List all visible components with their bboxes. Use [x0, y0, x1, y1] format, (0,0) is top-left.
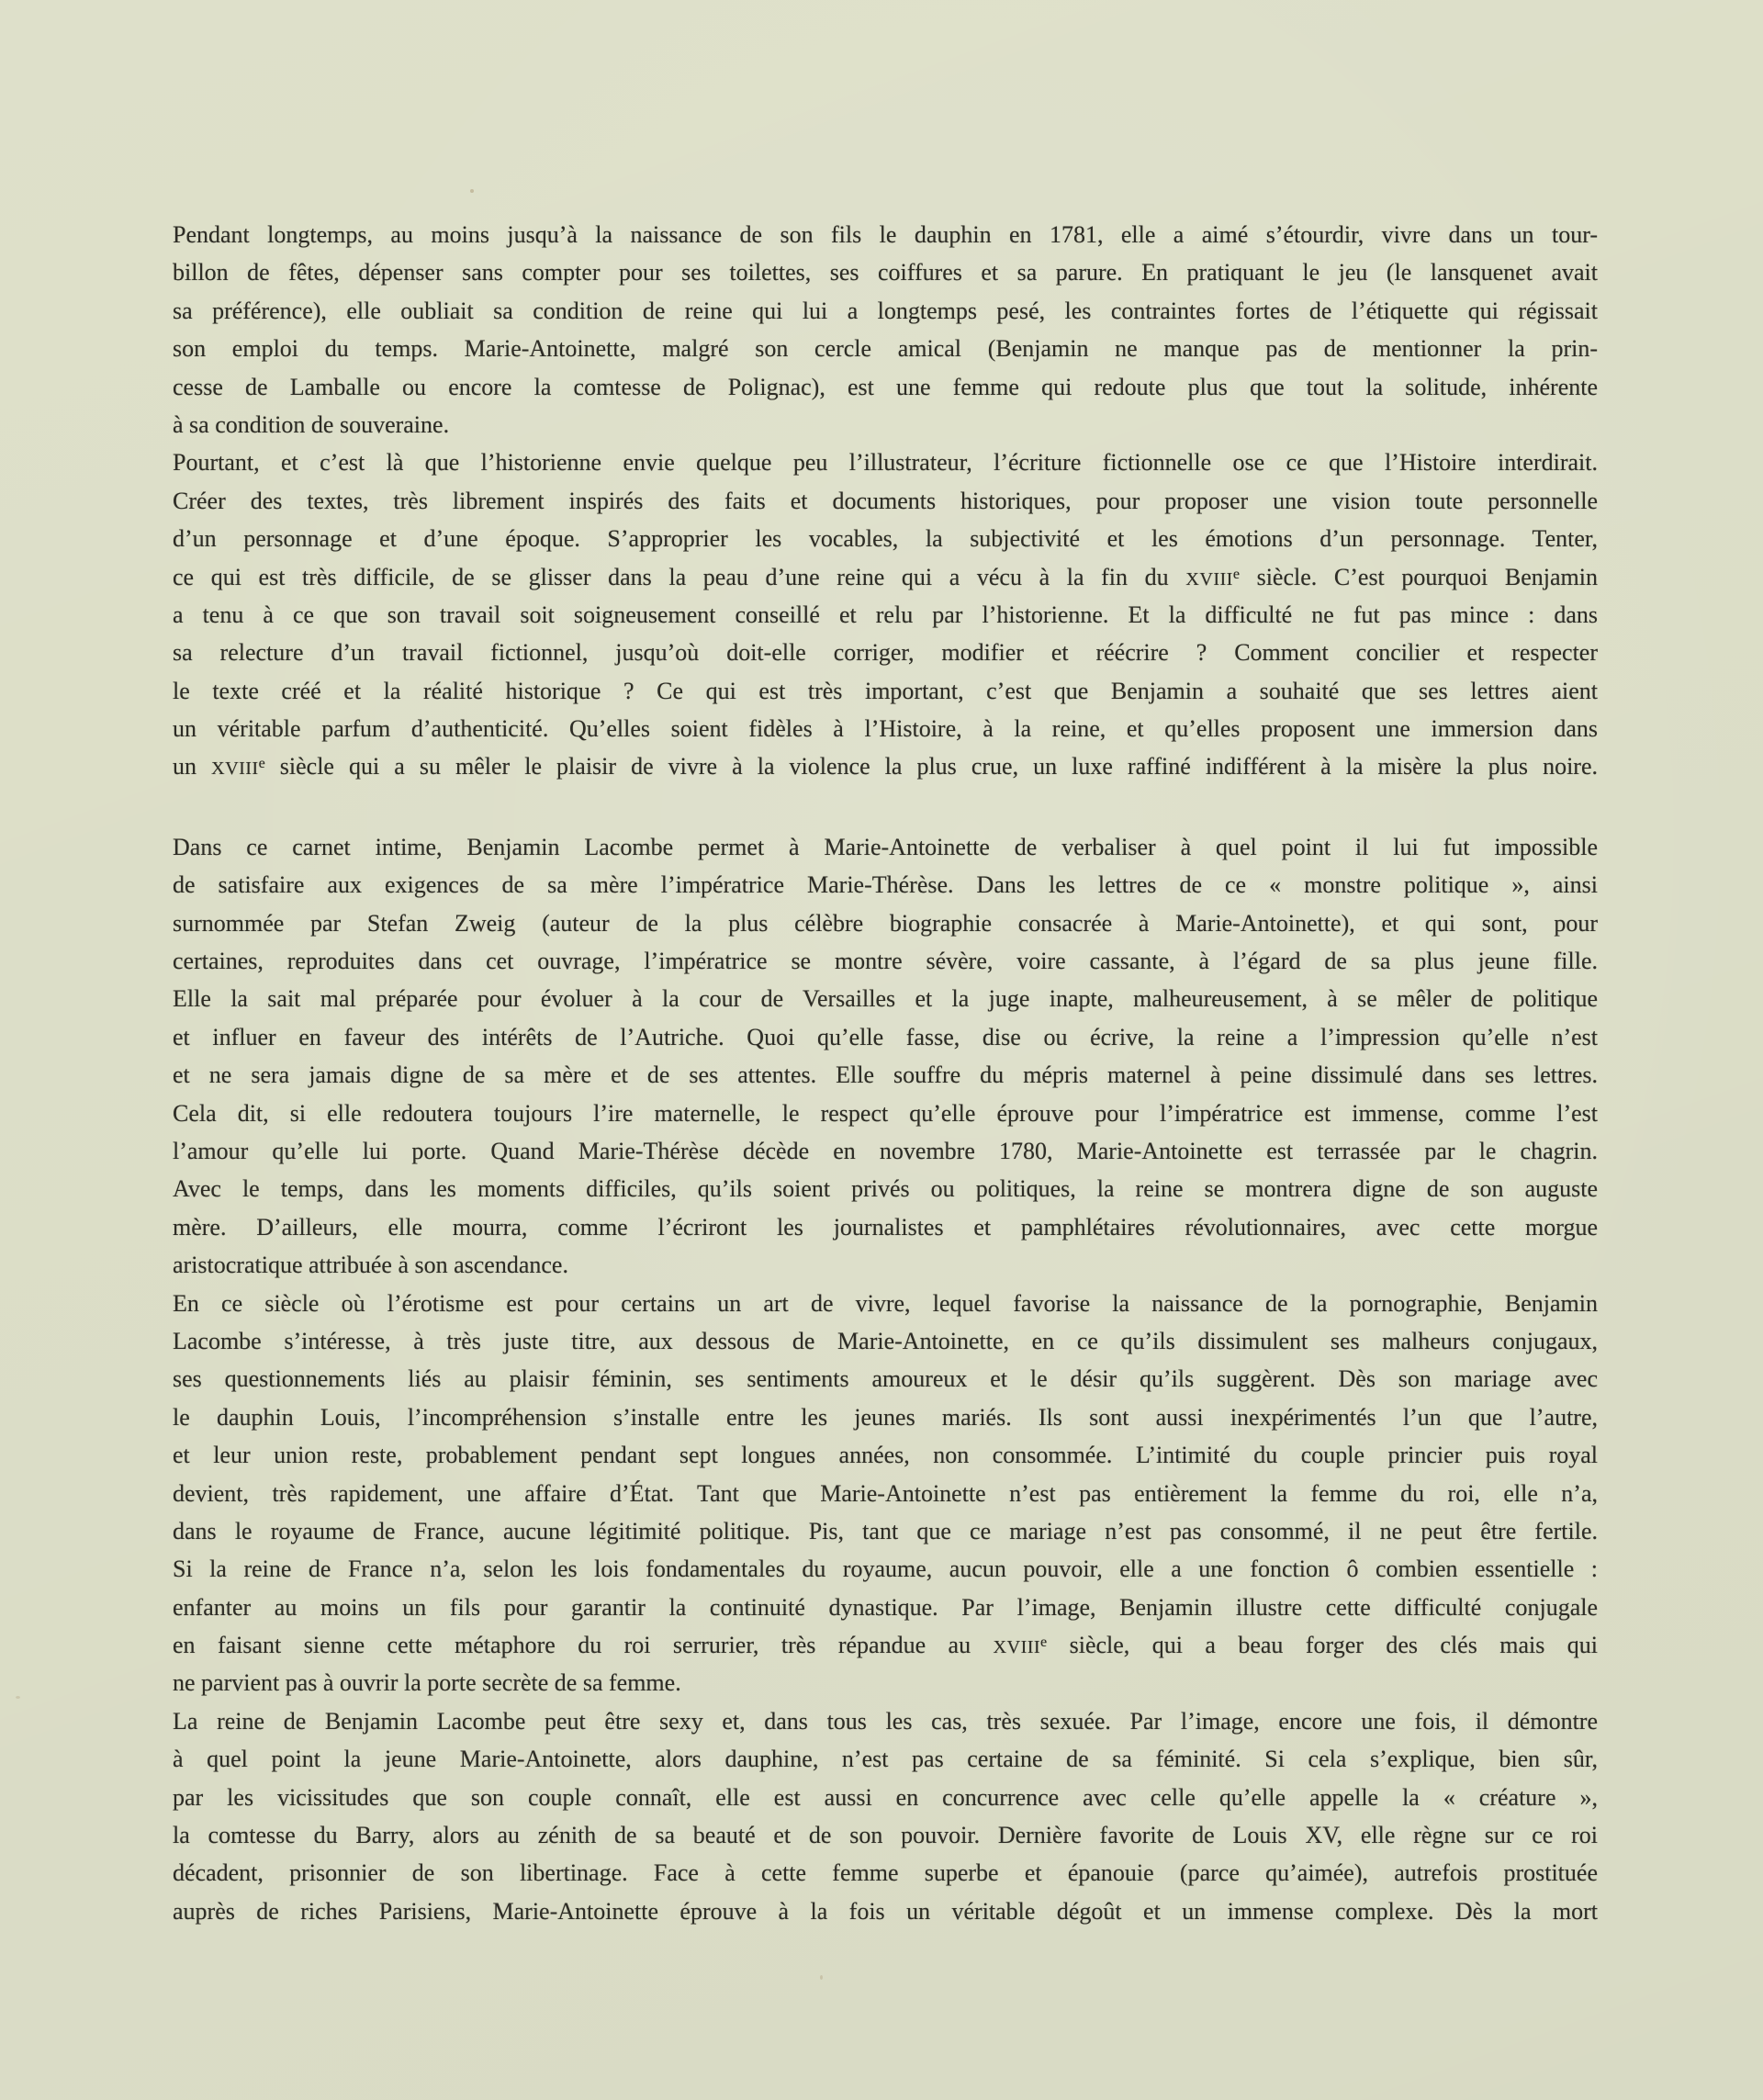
- text-line: Lacombe s’intéresse, à très juste titre, aux dessous de Marie-Antoinette, en ce qu’ils dissimulent ses malheurs conjugaux,: [173, 1327, 1598, 1354]
- text-line: le dauphin Louis, l’incompréhension s’installe entre les jeunes mariés. Ils sont aussi inexpérimentés l’un que l’autre,: [173, 1403, 1598, 1431]
- text-line: à sa condition de souveraine.: [173, 410, 450, 438]
- text-line: un XVIIIe siècle qui a su mêler le plaisir de vivre à la violence la plus crue, un luxe raffiné indifférent à la misère la plus noire.: [173, 753, 1598, 780]
- ordinal-superscript: e: [1232, 566, 1240, 582]
- text-line: à quel point la jeune Marie-Antoinette, alors dauphine, n’est pas certaine de sa féminité. Si cela s’explique, bien sûr,: [173, 1746, 1598, 1773]
- text-line: un véritable parfum d’authenticité. Qu’elles soient fidèles à l’Histoire, à la reine, et qu’elles proposent une immersion dans: [173, 715, 1598, 743]
- roman-numeral-century: XVIII: [1185, 568, 1233, 590]
- paragraph-1: [173, 216, 1598, 444]
- text-line: Elle la sait mal préparée pour évoluer à la cour de Versailles et la juge inapte, malheureusement, à se mêler de politique: [173, 985, 1598, 1013]
- paragraph-2: [173, 444, 1598, 786]
- text-line: la comtesse du Barry, alors au zénith de sa beauté et de son pouvoir. Dernière favorite de Louis XV, elle règne sur ce roi: [173, 1822, 1598, 1849]
- text-line: sa préférence), elle oubliait sa condition de reine qui lui a longtemps pesé, les contraintes fortes de l’étiquette qui régissait: [173, 297, 1598, 324]
- text-line: en faisant sienne cette métaphore du roi serrurier, très répandue au XVIIIe siècle, qui a beau forger des clés mais qui: [173, 1632, 1599, 1659]
- paper-speck: [470, 189, 474, 193]
- text-line: de satisfaire aux exigences de sa mère l’impératrice Marie-Thérèse. Dans les lettres de ce « monstre politique », ainsi: [173, 871, 1598, 899]
- ordinal-superscript: e: [1040, 1634, 1048, 1650]
- text-line: cesse de Lamballe ou encore la comtesse de Polignac), est une femme qui redoute plus que tout la solitude, inhérente: [173, 373, 1598, 400]
- body-text-block: [173, 216, 1598, 1930]
- roman-numeral-century: XVIII: [993, 1637, 1041, 1658]
- text-line: En ce siècle où l’érotisme est pour certains un art de vivre, lequel favorise la naissance de la pornographie, Benjamin: [173, 1289, 1598, 1317]
- text-line: Pourtant, et c’est là que l’historienne envie quelque peu l’illustrateur, l’écriture fictionnelle ose ce que l’Histoire interdirait.: [173, 449, 1598, 477]
- text-line: Cela dit, si elle redoutera toujours l’ire maternelle, le respect qu’elle éprouve pour l’impératrice est immense, comme l’est: [173, 1099, 1598, 1127]
- text-line: enfanter au moins un fils pour garantir la continuité dynastique. Par l’image, Benjamin illustre cette difficulté conjugale: [173, 1593, 1598, 1621]
- text-line: par les vicissitudes que son couple connaît, elle est aussi en concurrence avec celle qu’elle appelle la « créature »,: [173, 1783, 1598, 1811]
- text-line: Si la reine de France n’a, selon les lois fondamentales du royaume, aucun pouvoir, elle a une fonction ô combien essentielle :: [173, 1555, 1598, 1583]
- text-line: aristocratique attribuée à son ascendance.: [173, 1252, 568, 1279]
- text-line: Avec le temps, dans les moments difficiles, qu’ils soient privés ou politiques, la reine se montrera digne de son auguste: [173, 1175, 1598, 1203]
- text-line: a tenu à ce que son travail soit soigneusement conseillé et relu par l’historienne. Et la difficulté ne fut pas mince : dans: [173, 601, 1598, 628]
- paragraph-3: [173, 828, 1598, 1285]
- text-line: l’amour qu’elle lui porte. Quand Marie-Thérèse décède en novembre 1780, Marie-Antoinette est terrassée par le chagrin.: [173, 1137, 1598, 1164]
- text-line: auprès de riches Parisiens, Marie-Antoinette éprouve à la fois un véritable dégoût et un immense complexe. Dès la mort: [173, 1897, 1598, 1925]
- paragraph-4: [173, 1285, 1598, 1702]
- text-line: mère. D’ailleurs, elle mourra, comme l’écriront les journalistes et pamphlétaires révolutionnaires, avec cette morgue: [173, 1213, 1598, 1241]
- text-line: ce qui est très difficile, de se glisser dans la peau d’une reine qui a vécu à la fin du XVIIIe siècle. C’est pourquoi Benjamin: [173, 563, 1599, 590]
- text-line: d’un personnage et d’une époque. S’approprier les vocables, la subjectivité et les émotions d’un personnage. Tenter,: [173, 525, 1598, 553]
- text-line: Dans ce carnet intime, Benjamin Lacombe permet à Marie-Antoinette de verbaliser à quel point il lui fut impossible: [173, 833, 1598, 860]
- text-line: dans le royaume de France, aucune légitimité politique. Pis, tant que ce mariage n’est pas consommé, il ne peut être fertile.: [173, 1517, 1598, 1544]
- ordinal-superscript: e: [258, 756, 265, 772]
- text-line: et ne sera jamais digne de sa mère et de ses attentes. Elle souffre du mépris maternel à peine dissimulé dans ses lettres.: [173, 1061, 1598, 1089]
- text-line: et leur union reste, probablement pendant sept longues années, non consommée. L’intimité du couple princier puis royal: [173, 1442, 1598, 1469]
- text-line: billon de fêtes, dépenser sans compter pour ses toilettes, ses coiffures et sa parure. En pratiquant le jeu (le lansquenet avait: [173, 259, 1598, 286]
- text-line: ses questionnements liés au plaisir féminin, ses sentiments amoureux et le désir qu’ils suggèrent. Dès son mariage avec: [173, 1365, 1598, 1393]
- text-line: et influer en faveur des intérêts de l’Autriche. Quoi qu’elle fasse, dise ou écrive, la reine a l’impression qu’elle n’est: [173, 1023, 1598, 1050]
- text-line: sa relecture d’un travail fictionnel, jusqu’où doit-elle corriger, modifier et réécrire ? Comment concilier et respecter: [173, 639, 1598, 667]
- roman-numeral-century: XVIII: [211, 758, 259, 780]
- text-line: Pendant longtemps, au moins jusqu’à la naissance de son fils le dauphin en 1781, elle a aimé s’étourdir, vivre dans un tour-: [173, 221, 1598, 248]
- text-line: certaines, reproduites dans cet ouvrage, l’impératrice se montre sévère, voire cassante, à l’égard de sa plus jeune fille.: [173, 948, 1598, 975]
- text-line: ne parvient pas à ouvrir la porte secrète de sa femme.: [173, 1669, 681, 1697]
- text-line: son emploi du temps. Marie-Antoinette, malgré son cercle amical (Benjamin ne manque pas de mentionner la prin-: [173, 335, 1598, 363]
- text-line: La reine de Benjamin Lacombe peut être sexy et, dans tous les cas, très sexuée. Par l’image, encore une fois, il démontre: [173, 1707, 1598, 1735]
- text-line: Créer des textes, très librement inspirés des faits et documents historiques, pour proposer une vision toute personnelle: [173, 487, 1598, 514]
- text-line: surnommée par Stefan Zweig (auteur de la plus célèbre biographie consacrée à Marie-Antoinette), et qui sont, pour: [173, 909, 1598, 937]
- text-line: devient, très rapidement, une affaire d’État. Tant que Marie-Antoinette n’est pas entièrement la femme du roi, elle n’a,: [173, 1479, 1598, 1507]
- text-line: le texte créé et la réalité historique ? Ce qui est très important, c’est que Benjamin a souhaité que ses lettres aient: [173, 677, 1598, 704]
- paper-speck: [16, 1696, 20, 1699]
- paper-speck: [820, 1975, 823, 1980]
- paragraph-5: [173, 1702, 1598, 1930]
- text-line: décadent, prisonnier de son libertinage. Face à cette femme superbe et épanouie (parce qu’aimée), autrefois prostituée: [173, 1859, 1598, 1887]
